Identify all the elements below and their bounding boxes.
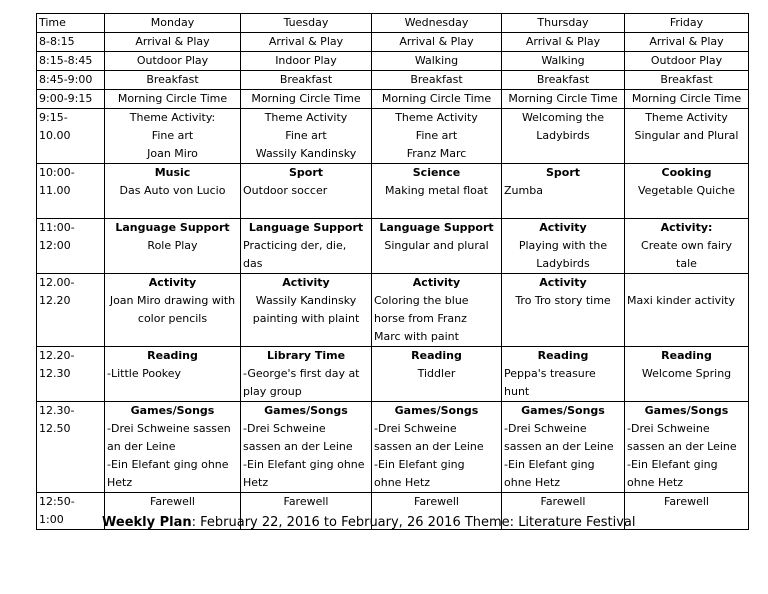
activity-title: Activity [282, 276, 330, 289]
activity-line: Morning Circle Time [251, 92, 361, 105]
time-cell [37, 219, 105, 274]
time-line: 8-8:15 [39, 35, 75, 48]
activity-line [504, 200, 622, 218]
activity-line: Joan Miro drawing with [109, 294, 236, 307]
activity-line: Marc with paint [374, 330, 459, 343]
activity-line: -Drei Schweine [374, 422, 457, 435]
activity-line: -Little Pookey [107, 367, 182, 380]
activity-title: Games/Songs [394, 404, 479, 417]
activity-title: Library Time [266, 349, 346, 362]
time-cell [37, 493, 105, 530]
time-line: 10:00- [39, 166, 75, 179]
time-line: 12.20- [39, 349, 75, 362]
time-line: 12.20 [39, 294, 71, 307]
activity-line: Breakfast [410, 73, 463, 86]
activity-title: Language Support [379, 221, 494, 234]
activity-title: Games/Songs [644, 404, 729, 417]
activity-line: Walking [541, 54, 585, 67]
activity-line: Zumba [504, 184, 543, 197]
time-cell [37, 274, 105, 347]
activity-line: Farewell [664, 495, 709, 508]
activity-line: Role Play [147, 239, 198, 252]
activity-title: Activity [412, 276, 461, 289]
time-line: 12.00- [39, 276, 75, 289]
activity-cell-tuesday [241, 90, 372, 109]
time-cell [37, 52, 105, 71]
table-row [37, 164, 749, 219]
activity-cell-tuesday [241, 219, 372, 274]
activity-title: Sport [545, 166, 581, 179]
weekly-plan-table [36, 13, 749, 530]
activity-line: Hetz [243, 476, 269, 489]
activity-line: Farewell [540, 495, 586, 508]
time-line: 12:50- [39, 495, 75, 508]
activity-line: Create own fairy [641, 239, 732, 252]
activity-line: Breakfast [146, 73, 199, 86]
activity-cell-wednesday [372, 219, 502, 274]
time-cell [37, 71, 105, 90]
header-tuesday: Tuesday [241, 14, 372, 33]
activity-line: -Ein Elefant ging ohne [243, 458, 365, 471]
activity-line: Joan Miro [147, 147, 198, 160]
table-row [37, 219, 749, 274]
activity-cell-tuesday [241, 71, 372, 90]
time-line: 12:00 [39, 239, 71, 252]
activity-cell-wednesday [372, 109, 502, 164]
activity-cell-monday [105, 71, 241, 90]
activity-line: Das Auto von Lucio [119, 184, 226, 197]
activity-line: an der Leine [107, 440, 176, 453]
time-line: 1:00 [39, 513, 64, 526]
activity-line: -Ein Elefant ging ohne [107, 458, 229, 471]
activity-line: Morning Circle Time [117, 92, 228, 105]
activity-line: Indoor Play [275, 54, 337, 67]
activity-title: Reading [411, 349, 462, 362]
activity-line: Walking [414, 54, 459, 67]
activity-cell-thursday [502, 164, 625, 219]
activity-line: Welcome Spring [641, 367, 732, 380]
activity-line: Arrival & Play [268, 35, 344, 48]
activity-cell-monday [105, 274, 241, 347]
activity-cell-tuesday [241, 347, 372, 402]
activity-cell-wednesday [372, 164, 502, 219]
activity-cell-thursday [502, 274, 625, 347]
activity-cell-monday [105, 90, 241, 109]
activity-line: Fine art [415, 129, 458, 142]
activity-line: sassen an der Leine [374, 440, 484, 453]
activity-cell-thursday [502, 347, 625, 402]
activity-line: Farewell [150, 495, 195, 508]
time-cell [37, 33, 105, 52]
time-cell [37, 402, 105, 493]
activity-title: Reading [661, 349, 712, 362]
activity-line: ohne Hetz [627, 476, 684, 489]
activity-line: Practicing der, die, [243, 239, 347, 252]
activity-line: Welcoming the [521, 111, 605, 124]
activity-cell-wednesday [372, 71, 502, 90]
time-line: 12.50 [39, 422, 71, 435]
time-cell [37, 347, 105, 402]
activity-line: Outdoor Play [650, 54, 723, 67]
weekly-plan-caption [102, 515, 636, 530]
table-row [37, 274, 749, 347]
activity-line: -Ein Elefant ging [504, 458, 595, 471]
activity-cell-thursday [502, 402, 625, 493]
activity-line: Making metal float [385, 184, 488, 197]
activity-cell-thursday [502, 90, 625, 109]
activity-line: color pencils [137, 312, 208, 325]
activity-line: tale [676, 257, 697, 270]
activity-cell-thursday [502, 33, 625, 52]
activity-line: Farewell [414, 495, 459, 508]
activity-line: Morning Circle Time [381, 92, 492, 105]
table-row [37, 347, 749, 402]
activity-line: Maxi kinder activity [627, 294, 736, 307]
activity-cell-monday [105, 402, 241, 493]
activity-line: Coloring the blue [374, 294, 469, 307]
activity-title: Language Support [248, 221, 364, 234]
time-line: 12.30 [39, 367, 71, 380]
activity-line: Hetz [107, 476, 133, 489]
activity-line: Arrival & Play [525, 35, 601, 48]
activity-cell-thursday [502, 52, 625, 71]
activity-cell-wednesday [372, 347, 502, 402]
activity-title: Cooking [661, 166, 712, 179]
activity-title: Games/Songs [264, 404, 348, 417]
plan-body [37, 33, 749, 530]
time-line: 10.00 [39, 129, 71, 142]
activity-cell-wednesday [372, 274, 502, 347]
header-time: Time [37, 14, 105, 33]
activity-line: Fine art [285, 129, 327, 142]
time-cell [37, 109, 105, 164]
time-cell [37, 164, 105, 219]
activity-cell-friday [625, 164, 749, 219]
time-line: 9:00-9:15 [39, 92, 93, 105]
activity-cell-thursday [502, 71, 625, 90]
activity-line: Vegetable Quiche [637, 184, 736, 197]
activity-line: Singular and Plural [634, 129, 739, 142]
activity-line: sassen an der Leine [627, 440, 737, 453]
activity-title: Games/Songs [521, 404, 605, 417]
activity-title: Activity [148, 276, 197, 289]
activity-cell-wednesday [372, 402, 502, 493]
activity-line: Wassily Kandinsky [255, 294, 357, 307]
time-line: 9:15- [39, 111, 68, 124]
activity-line: Tiddler [417, 367, 456, 380]
activity-line: Tro Tro story time [515, 294, 611, 307]
activity-line [374, 200, 499, 218]
activity-line: Arrival & Play [399, 35, 474, 48]
activity-line: Outdoor soccer [243, 184, 328, 197]
activity-cell-friday [625, 493, 749, 530]
header-row [37, 14, 749, 33]
caption-text: : February 22, 2016 to February, 26 2016 Theme: Literature Festival [191, 515, 636, 530]
activity-line: Arrival & Play [135, 35, 210, 48]
activity-line: Fine art [151, 129, 194, 142]
activity-line: das [243, 257, 263, 270]
time-cell [37, 90, 105, 109]
table-row [37, 33, 749, 52]
activity-line: Theme Activity [395, 111, 478, 124]
activity-line [627, 200, 746, 218]
activity-title: Activity: [660, 221, 713, 234]
activity-line: -Drei Schweine [243, 422, 326, 435]
activity-title: Music [154, 166, 191, 179]
activity-cell-tuesday [241, 33, 372, 52]
activity-line: -George's first day at [243, 367, 360, 380]
activity-line: Breakfast [279, 73, 333, 86]
activity-line: -Ein Elefant ging [627, 458, 718, 471]
activity-cell-friday [625, 71, 749, 90]
activity-line: ohne Hetz [374, 476, 431, 489]
activity-title: Reading [537, 349, 589, 362]
activity-line: -Drei Schweine [627, 422, 710, 435]
header-monday: Monday [105, 14, 241, 33]
activity-cell-thursday [502, 219, 625, 274]
activity-cell-friday [625, 52, 749, 71]
activity-cell-monday [105, 33, 241, 52]
activity-line: hunt [504, 385, 530, 398]
activity-cell-tuesday [241, 109, 372, 164]
activity-line: painting with plaint [252, 312, 360, 325]
table-row [37, 90, 749, 109]
activity-line: Franz Marc [406, 147, 467, 160]
activity-cell-monday [105, 347, 241, 402]
time-line: 11.00 [39, 184, 71, 197]
time-line: 8:45-9:00 [39, 73, 93, 86]
table-row [37, 71, 749, 90]
activity-line: -Drei Schweine [504, 422, 587, 435]
activity-cell-tuesday [241, 164, 372, 219]
activity-title: Reading [147, 349, 198, 362]
activity-cell-monday [105, 219, 241, 274]
activity-cell-tuesday [241, 274, 372, 347]
activity-cell-friday [625, 402, 749, 493]
activity-cell-monday [105, 164, 241, 219]
activity-line: ohne Hetz [504, 476, 561, 489]
activity-line: Theme Activity: [129, 111, 216, 124]
activity-line: Breakfast [536, 73, 590, 86]
activity-line: Playing with the [518, 239, 608, 252]
activity-cell-friday [625, 274, 749, 347]
activity-cell-wednesday [372, 52, 502, 71]
activity-line [107, 200, 238, 218]
time-line: 12.30- [39, 404, 75, 417]
activity-line [243, 200, 369, 218]
activity-title [627, 274, 746, 292]
activity-cell-friday [625, 90, 749, 109]
header-friday: Friday [625, 14, 749, 33]
activity-line: sassen an der Leine [243, 440, 353, 453]
activity-cell-monday [105, 109, 241, 164]
activity-line: Farewell [283, 495, 329, 508]
table-row [37, 52, 749, 71]
activity-line: Singular and plural [384, 239, 489, 252]
activity-title: Science [412, 166, 461, 179]
activity-line: Peppa's treasure [504, 367, 596, 380]
activity-cell-wednesday [372, 90, 502, 109]
caption-label: Weekly Plan [102, 515, 192, 530]
header-wednesday: Wednesday [372, 14, 502, 33]
activity-line: Morning Circle Time [508, 92, 618, 105]
time-line: 11:00- [39, 221, 75, 234]
activity-cell-wednesday [372, 33, 502, 52]
activity-cell-tuesday [241, 402, 372, 493]
activity-line: -Drei Schweine sassen [107, 422, 231, 435]
activity-title: Games/Songs [130, 404, 215, 417]
activity-title: Language Support [115, 221, 230, 234]
activity-title: Activity [539, 276, 587, 289]
activity-line: Arrival & Play [649, 35, 724, 48]
activity-line: Breakfast [660, 73, 713, 86]
activity-cell-friday [625, 33, 749, 52]
activity-line: Ladybirds [536, 257, 590, 270]
activity-line: play group [243, 385, 302, 398]
activity-cell-tuesday [241, 52, 372, 71]
activity-line: Theme Activity [264, 111, 348, 124]
activity-cell-friday [625, 347, 749, 402]
table-row [37, 402, 749, 493]
table-row [37, 109, 749, 164]
activity-line: sassen an der Leine [504, 440, 614, 453]
time-line: 8:15-8:45 [39, 54, 93, 67]
activity-line: Ladybirds [536, 129, 590, 142]
activity-cell-friday [625, 109, 749, 164]
activity-cell-monday [105, 52, 241, 71]
activity-title: Sport [288, 166, 324, 179]
activity-line: horse from Franz [374, 312, 467, 325]
activity-title: Activity [539, 221, 587, 234]
activity-line: -Ein Elefant ging [374, 458, 465, 471]
activity-line: Outdoor Play [136, 54, 209, 67]
activity-cell-thursday [502, 109, 625, 164]
activity-line: Theme Activity [645, 111, 728, 124]
activity-line: Wassily Kandinsky [255, 147, 357, 160]
activity-line: Morning Circle Time [631, 92, 742, 105]
activity-cell-friday [625, 219, 749, 274]
header-thursday: Thursday [502, 14, 625, 33]
